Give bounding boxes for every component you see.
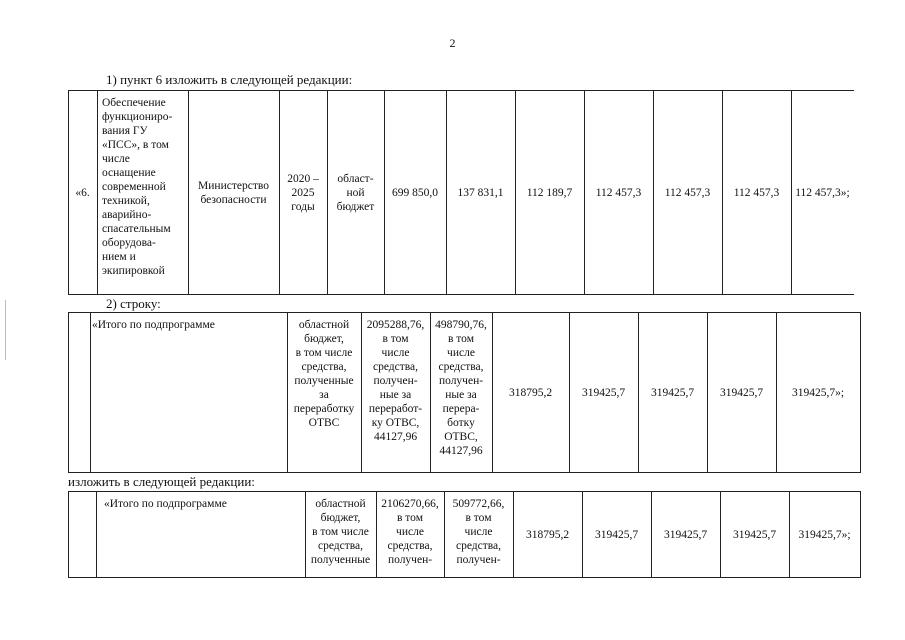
t1-row-number: «6.: [75, 186, 90, 199]
t2-value-2020: 498790,76, в том числе средства, получен- ные за перера- ботку ОТВС, 44127,96: [435, 319, 487, 457]
t1-value-2024: 112 457,3: [733, 186, 780, 199]
t1-value-total: 699 850,0: [392, 186, 438, 199]
t1-executor: Министерство безопасности: [198, 179, 269, 206]
t1-period: 2020 – 2025 годы: [287, 172, 319, 213]
t3-value-2023: 319425,7: [663, 528, 708, 541]
t3-value-2024: 319425,7: [732, 528, 777, 541]
t3-value-2022: 319425,7: [594, 528, 639, 541]
t3-funding-source: областной бюджет, в том числе средства, полученные: [310, 498, 371, 566]
t3-value-2020: 509772,66, в том числе средства, получен-: [452, 498, 505, 566]
t2-value-2022: 319425,7: [581, 386, 626, 399]
t1-value-2023: 112 457,3: [664, 186, 711, 199]
t2-value-2023: 319425,7: [650, 386, 695, 399]
t3-value-2021: 318795,2: [525, 528, 570, 541]
t3-value-total: 2106270,66, в том числе средства, получен-: [381, 498, 439, 566]
t1-value-2025: 112 457,3»;: [795, 186, 850, 199]
t1-measure-name: Обеспечение функциониро- вания ГУ «ПСС», в том числе оснащение современной техникой, аварийно- спасательным оборудова- нием и экипировкой: [102, 97, 173, 277]
scan-margin-mark: [5, 300, 6, 360]
t3-value-2025: 319425,7»;: [798, 528, 851, 541]
t2-value-total: 2095288,76, в том числе средства, получен- ные за переработ- ку ОТВС, 44127,96: [366, 319, 425, 443]
t1-value-2021: 112 189,7: [526, 186, 573, 199]
section1-heading: 1) пункт 6 изложить в следующей редакции:: [106, 72, 353, 87]
t2-total-label: «Итого по подпрограмме: [92, 319, 215, 331]
section3-heading: изложить в следующей редакции:: [68, 474, 255, 489]
t2-value-2025: 319425,7»;: [791, 386, 845, 399]
t1-value-2020: 137 831,1: [457, 186, 504, 199]
section2-heading: 2) строку:: [106, 296, 161, 311]
t2-funding-source: областной бюджет, в том числе средства, полученные за переработку ОТВС: [293, 319, 355, 429]
t3-total-label: «Итого по подпрограмме: [104, 498, 227, 510]
t2-value-2021: 318795,2: [508, 386, 553, 399]
page-number: 2: [449, 36, 456, 50]
t1-value-2022: 112 457,3: [595, 186, 642, 199]
t1-funding-source: област- ной бюджет: [336, 172, 375, 213]
t2-value-2024: 319425,7: [719, 386, 764, 399]
